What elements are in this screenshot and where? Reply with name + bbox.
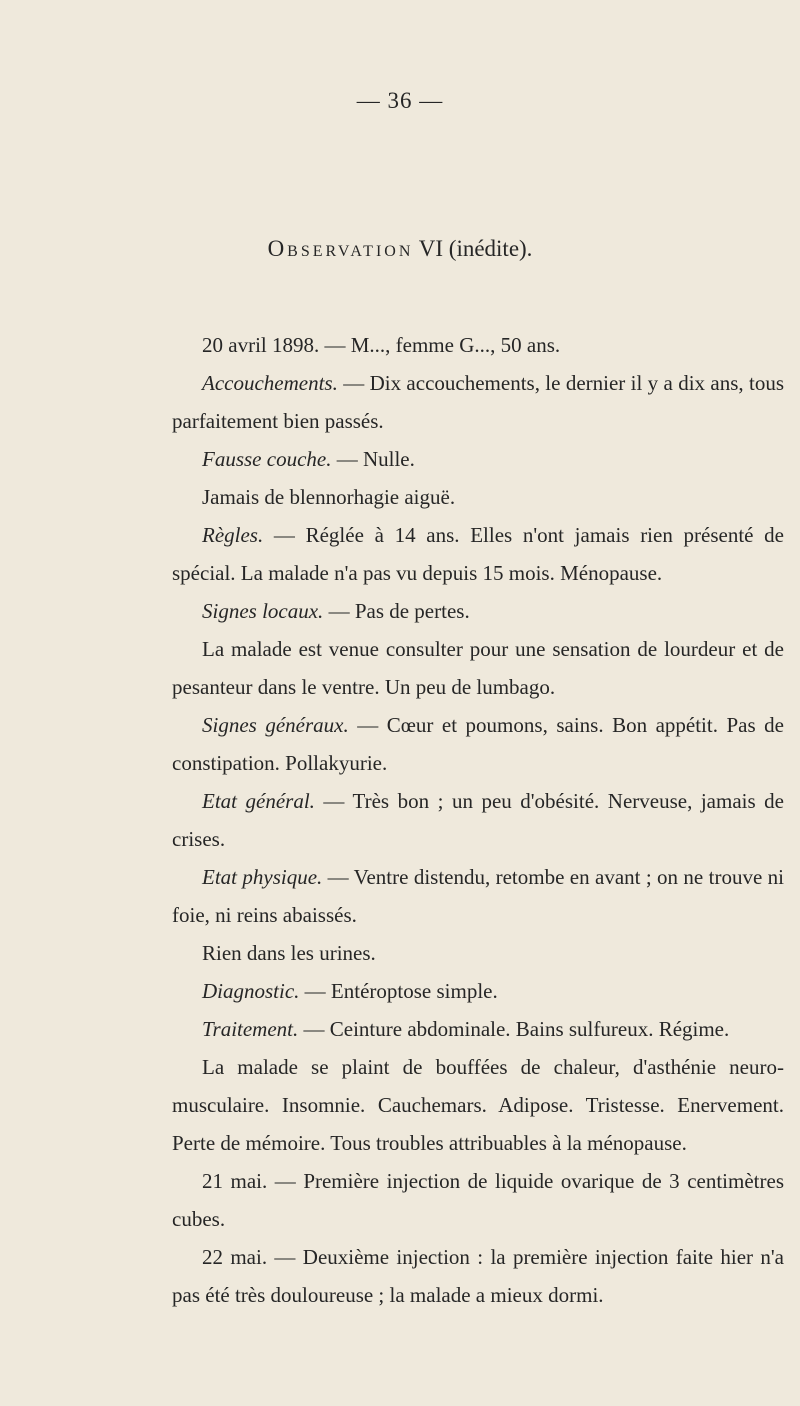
paragraph: Fausse couche. — Nulle. [202, 447, 415, 471]
section-label: Etat physique. [202, 865, 323, 889]
paragraph: Jamais de blennorhagie aiguë. [202, 485, 456, 509]
section-label: Accouchements. [202, 371, 338, 395]
paragraph: Etat physique. — Ventre distendu, retombe en avant ; on ne trouve ni foie, ni reins abaissés. [172, 865, 784, 927]
section-label: Règles. [202, 523, 264, 547]
section-label: Traitement. [202, 1017, 299, 1041]
page-number: — 36 — [356, 88, 444, 113]
section-label: Diagnostic. [202, 979, 300, 1003]
heading-observation: Observation [267, 236, 414, 261]
paragraph: 22 mai. — Deuxième injection : la première injection faite hier n'a pas été très douloureuse ; la malade a mieux dormi. [172, 1245, 784, 1307]
heading-note: (inédite). [448, 236, 533, 261]
paragraph: Règles. — Réglée à 14 ans. Elles n'ont jamais rien présenté de spécial. La malade n'a pas vu depuis 15 mois. Ménopause. [172, 523, 784, 585]
heading-numeral: VI [418, 236, 444, 261]
section-label: Signes généraux. [202, 713, 349, 737]
paragraph: 21 mai. — Première injection de liquide ovarique de 3 centimètres cubes. [172, 1169, 784, 1231]
paragraph: Signes locaux. — Pas de pertes. [202, 599, 470, 623]
section-label: Etat général. [202, 789, 315, 813]
paragraph: Diagnostic. — Entéroptose simple. [202, 979, 498, 1003]
paragraph: La malade est venue consulter pour une sensation de lourdeur et de pesanteur dans le ventre. Un peu de lumbago. [172, 637, 784, 699]
paragraph: Traitement. — Ceinture abdominale. Bains sulfureux. Régime. [202, 1017, 730, 1041]
observation-heading [0, 236, 800, 262]
observation-body [172, 326, 784, 1314]
paragraph: Rien dans les urines. [202, 941, 376, 965]
paragraph: 20 avril 1898. — M..., femme G..., 50 ans. [202, 333, 561, 357]
section-label: Fausse couche. [202, 447, 332, 471]
paragraph: La malade se plaint de bouffées de chaleur, d'asthénie neuro-musculaire. Insomnie. Cauchemars. Adipose. Tristesse. Enervement. Perte de mémoire. Tous troubles attribuables à la ménopause. [172, 1055, 784, 1155]
paragraph: Signes généraux. — Cœur et poumons, sains. Bon appétit. Pas de constipation. Pollakyurie. [172, 713, 784, 775]
section-label: Signes locaux. [202, 599, 324, 623]
paragraph: Etat général. — Très bon ; un peu d'obésité. Nerveuse, jamais de crises. [172, 789, 784, 851]
paragraph: Accouchements. — Dix accouchements, le dernier il y a dix ans, tous parfaitement bien passés. [172, 371, 784, 433]
